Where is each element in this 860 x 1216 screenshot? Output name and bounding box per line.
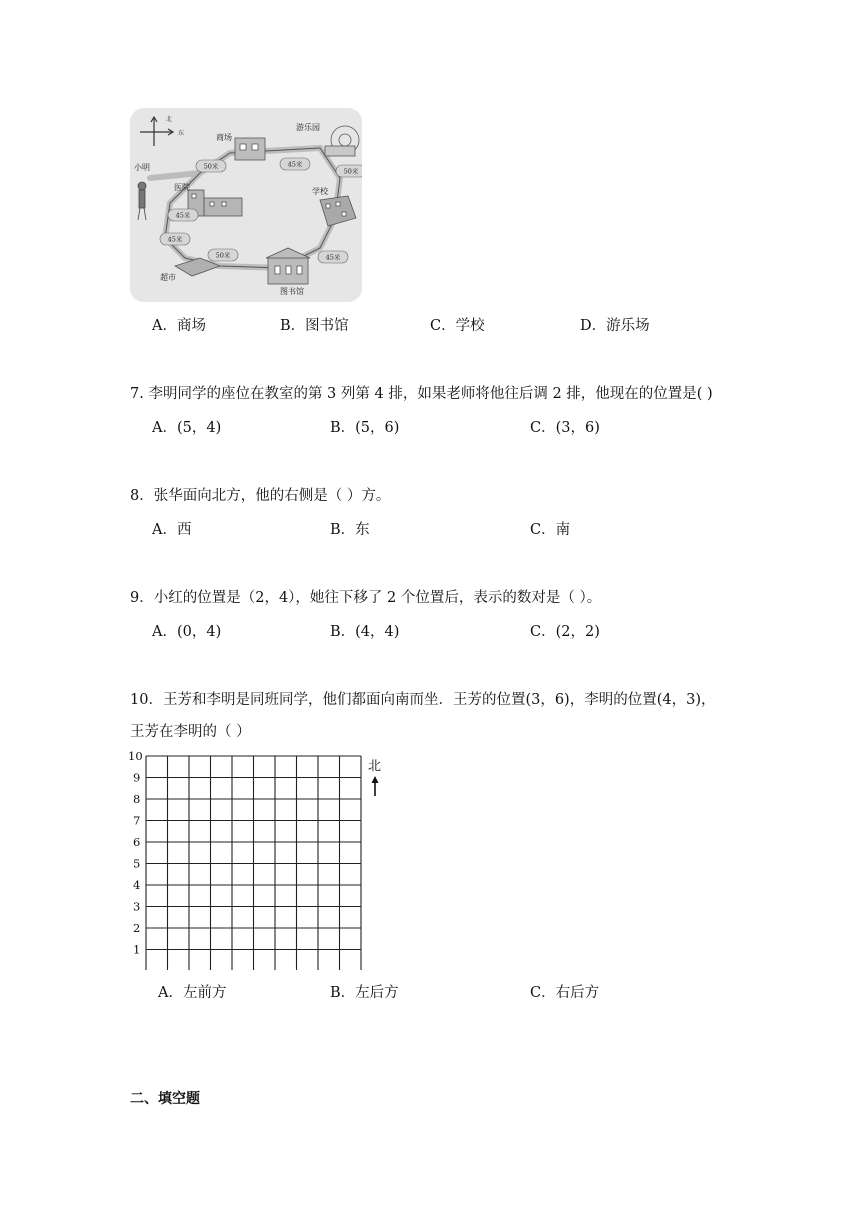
y-tick-label: 3 — [133, 899, 141, 914]
q6-option-d: D．游乐场 — [580, 318, 650, 334]
y-tick-label: 9 — [133, 770, 141, 785]
north-arrow-icon — [372, 776, 379, 796]
mall-icon — [235, 138, 265, 160]
q8-question: 8．张华面向北方，他的右侧是（ ）方。 — [130, 488, 391, 504]
y-tick-label: 10 — [128, 749, 143, 763]
map-label-school: 学校 — [312, 187, 328, 196]
q8-option-b: B．东 — [330, 522, 370, 538]
distance-label: 50米 — [343, 167, 359, 176]
q6-option-a: A．商场 — [152, 318, 206, 334]
distance-label: 45米 — [287, 160, 303, 169]
y-tick-label: 2 — [133, 921, 141, 935]
y-tick-label: 1 — [133, 942, 141, 957]
map-label-park: 游乐园 — [296, 123, 320, 132]
compass-east-label: 东 — [178, 130, 185, 137]
section-heading: 二、填空题 — [130, 1091, 200, 1107]
q10-option-c: C．右后方 — [530, 985, 600, 1001]
distance-label: 45米 — [175, 211, 191, 220]
north-label: 北 — [368, 759, 382, 774]
q9-option-b: B．(4，4) — [330, 624, 400, 640]
map-label-library: 图书馆 — [280, 287, 304, 296]
q10-option-b: B．左后方 — [330, 985, 399, 1001]
q7-option-a: A．(5，4) — [152, 420, 222, 436]
q7-option-b: B．(5，6) — [330, 420, 400, 436]
y-tick-label: 4 — [133, 878, 141, 892]
map-label-ming: 小明 — [134, 163, 150, 172]
distance-label: 50米 — [215, 251, 231, 260]
y-tick-label: 6 — [133, 835, 141, 849]
map-illustration — [130, 108, 362, 302]
q6-map-image — [130, 108, 362, 302]
q10-question-line2: 王芳在李明的（ ） — [130, 724, 251, 740]
distance-label: 45米 — [167, 235, 183, 244]
y-tick-label: 7 — [133, 813, 141, 828]
q9-question: 9．小红的位置是（2，4），她往下移了 2 个位置后，表示的数对是（ ）。 — [130, 590, 602, 606]
map-label-supermarket: 超市 — [160, 273, 176, 282]
q7-question: 7. 李明同学的座位在教室的第 3 列第 4 排，如果老师将他往后调 2 排，他现在的位置是( ) — [130, 386, 713, 402]
q10-question-line1: 10．王芳和李明是同班同学，他们都面向南而坐．王芳的位置(3，6)，李明的位置(4，3)， — [130, 692, 716, 708]
y-tick-label: 5 — [133, 856, 141, 871]
q8-option-c: C．南 — [530, 522, 571, 538]
q7-option-c: C．(3，6) — [530, 420, 600, 436]
q10-coordinate-grid — [128, 748, 398, 974]
q9-option-c: C．(2，2) — [530, 624, 600, 640]
q8-option-a: A．西 — [152, 522, 192, 538]
distance-label: 45米 — [325, 253, 341, 262]
distance-label: 50米 — [203, 162, 219, 171]
compass-north-label: 北 — [166, 116, 173, 123]
y-tick-label: 8 — [133, 792, 141, 806]
grid-svg — [128, 748, 398, 970]
q6-option-c: C．学校 — [430, 318, 485, 334]
map-label-mall: 商场 — [216, 133, 232, 142]
map-label-hospital: 医院 — [174, 183, 190, 192]
q6-option-b: B．图书馆 — [280, 318, 349, 334]
q10-option-a: A．左前方 — [158, 985, 227, 1001]
q9-option-a: A．(0，4) — [152, 624, 222, 640]
